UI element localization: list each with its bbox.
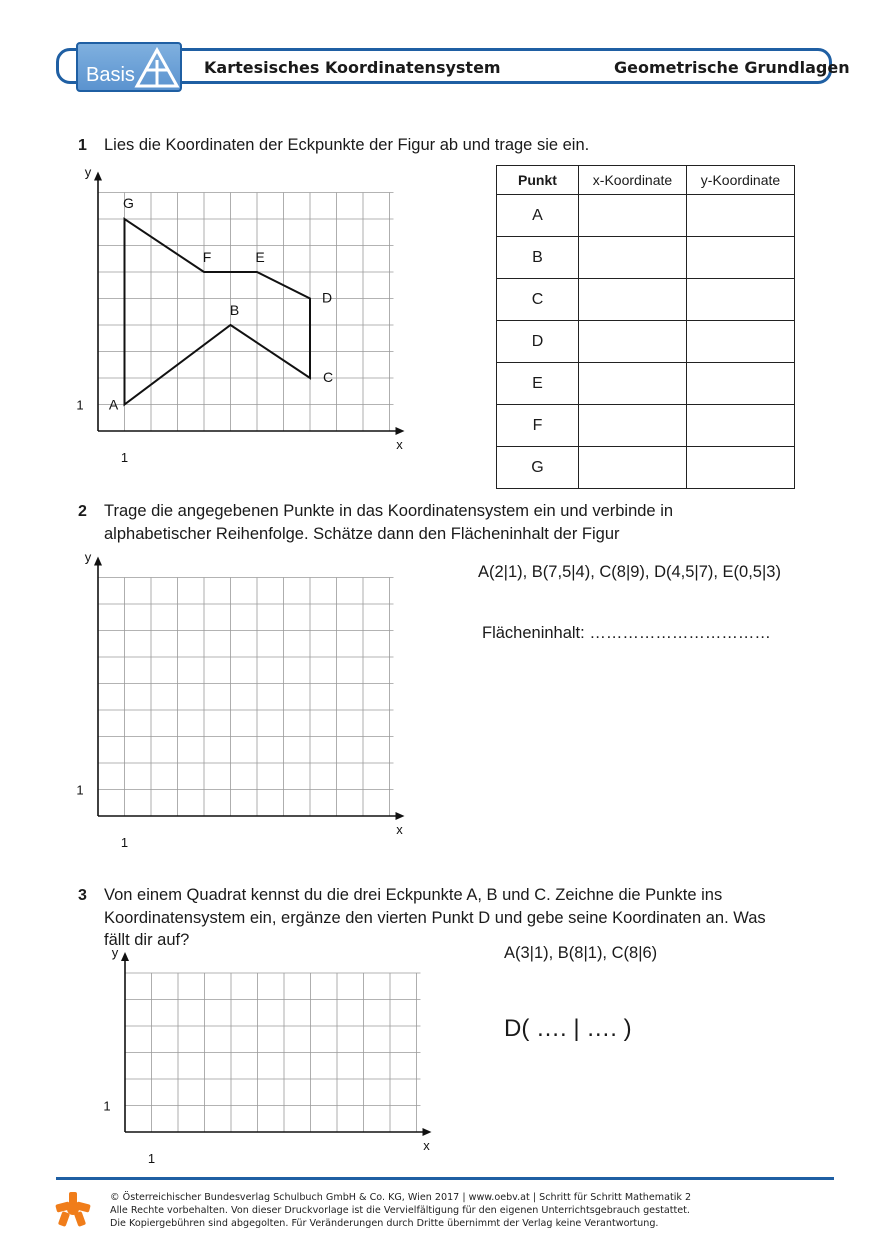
task3-number: 3 xyxy=(78,887,87,904)
x-cell[interactable] xyxy=(579,237,687,279)
task3-given-points: A(3|1), B(8|1), C(8|6) xyxy=(504,944,658,962)
task2-text-line1: Trage die angegebenen Punkte in das Koordinatensystem ein und verbinde in xyxy=(104,502,674,520)
point-label-e: E xyxy=(255,249,265,265)
point-label-a: A xyxy=(108,396,119,413)
task2-number: 2 xyxy=(78,503,87,520)
task3-text-line3: fällt dir auf? xyxy=(104,931,190,949)
x-cell[interactable] xyxy=(579,363,687,405)
point-label-g: G xyxy=(123,195,134,211)
table-row xyxy=(497,195,795,237)
row-label: A xyxy=(497,195,579,237)
x-cell[interactable] xyxy=(579,447,687,489)
y-axis-label: y xyxy=(111,950,119,960)
figure-polygon xyxy=(125,219,311,405)
task2-given-points: A(2|1), B(7,5|4), C(8|9), D(4,5|7), E(0,5|3) xyxy=(478,563,781,581)
task1-coordinate-system xyxy=(60,155,430,475)
task3-answer-field[interactable]: D( …. | …. ) xyxy=(504,1015,632,1042)
page-subject: Geometrische Grundlagen xyxy=(614,58,850,77)
oebv-logo-icon xyxy=(54,1190,92,1228)
table-row xyxy=(497,363,795,405)
table-header-y: y-Koordinate xyxy=(687,166,795,195)
row-label: F xyxy=(497,405,579,447)
y-tick-label: 1 xyxy=(103,1098,111,1114)
table-row xyxy=(497,237,795,279)
y-cell[interactable] xyxy=(687,447,795,489)
x-tick-label: 1 xyxy=(147,1151,156,1166)
table-row xyxy=(497,405,795,447)
x-tick-label: 1 xyxy=(120,835,129,850)
row-label: D xyxy=(497,321,579,363)
footer-text xyxy=(110,1191,691,1230)
point-label-f: F xyxy=(202,249,212,265)
y-axis-label: y xyxy=(84,549,92,565)
point-label-b: B xyxy=(229,302,240,318)
row-label: B xyxy=(497,237,579,279)
task1-number: 1 xyxy=(78,137,87,154)
table-row xyxy=(497,279,795,321)
y-cell[interactable] xyxy=(687,237,795,279)
task3-coordinate-system[interactable] xyxy=(84,950,454,1170)
y-cell[interactable] xyxy=(687,363,795,405)
row-label: E xyxy=(497,363,579,405)
task2-coordinate-system[interactable] xyxy=(60,540,430,850)
table-header-x: x-Koordinate xyxy=(579,166,687,195)
row-label: C xyxy=(497,279,579,321)
task3-text-line1: Von einem Quadrat kennst du die drei Eckpunkte A, B und C. Zeichne die Punkte ins xyxy=(104,886,723,904)
basis-logo xyxy=(76,42,182,92)
y-axis-arrow xyxy=(94,557,102,566)
x-cell[interactable] xyxy=(579,321,687,363)
x-axis-arrow xyxy=(396,427,405,435)
x-axis-arrow xyxy=(423,1128,432,1136)
table-header-punkt: Punkt xyxy=(497,166,579,195)
y-tick-label: 1 xyxy=(76,397,84,413)
x-axis-label: x xyxy=(423,1138,430,1153)
y-cell[interactable] xyxy=(687,195,795,237)
y-cell[interactable] xyxy=(687,321,795,363)
footer-line3: Die Kopiergebühren sind abgegolten. Für Veränderungen durch Dritte übernimmt der Verlag keine Verantwortung. xyxy=(110,1218,659,1229)
y-cell[interactable] xyxy=(687,405,795,447)
footer-line1: © Österreichischer Bundesverlag Schulbuch GmbH & Co. KG, Wien 2017 | www.oebv.at | Schritt für Schritt Mathematik 2 xyxy=(110,1192,692,1203)
footer-line2: Alle Rechte vorbehalten. Von dieser Druckvorlage ist die Vervielfältigung für den eigenen Unterrichtsgebrauch gestattet. xyxy=(110,1205,690,1216)
x-cell[interactable] xyxy=(579,405,687,447)
point-label-c: C xyxy=(322,369,334,385)
page-title: Kartesisches Koordinatensystem xyxy=(204,58,501,77)
coordinate-table xyxy=(496,165,795,489)
task2-area-field[interactable]: Flächeninhalt: …………………………… xyxy=(482,624,771,642)
x-axis-label: x xyxy=(396,822,403,837)
footer-divider xyxy=(56,1177,834,1180)
row-label: G xyxy=(497,447,579,489)
x-axis-label: x xyxy=(396,437,403,452)
task2-text-line2: alphabetischer Reihenfolge. Schätze dann den Flächeninhalt der Figur xyxy=(104,525,620,543)
x-cell[interactable] xyxy=(579,279,687,321)
task1-text: Lies die Koordinaten der Eckpunkte der Figur ab und trage sie ein. xyxy=(104,136,590,154)
y-axis-arrow xyxy=(121,952,129,961)
y-tick-label: 1 xyxy=(76,782,84,798)
x-axis-arrow xyxy=(396,812,405,820)
y-axis-arrow xyxy=(94,172,102,181)
triangle-logo-icon xyxy=(134,46,180,90)
point-label-d: D xyxy=(321,289,333,306)
logo-text: Basis xyxy=(86,64,135,86)
task3-text-line2: Koordinatensystem ein, ergänze den vierten Punkt D und gebe seine Koordinaten an. Was xyxy=(104,909,766,927)
x-tick-label: 1 xyxy=(120,450,129,465)
table-row xyxy=(497,447,795,489)
table-row xyxy=(497,321,795,363)
x-cell[interactable] xyxy=(579,195,687,237)
y-axis-label: y xyxy=(84,164,92,180)
y-cell[interactable] xyxy=(687,279,795,321)
